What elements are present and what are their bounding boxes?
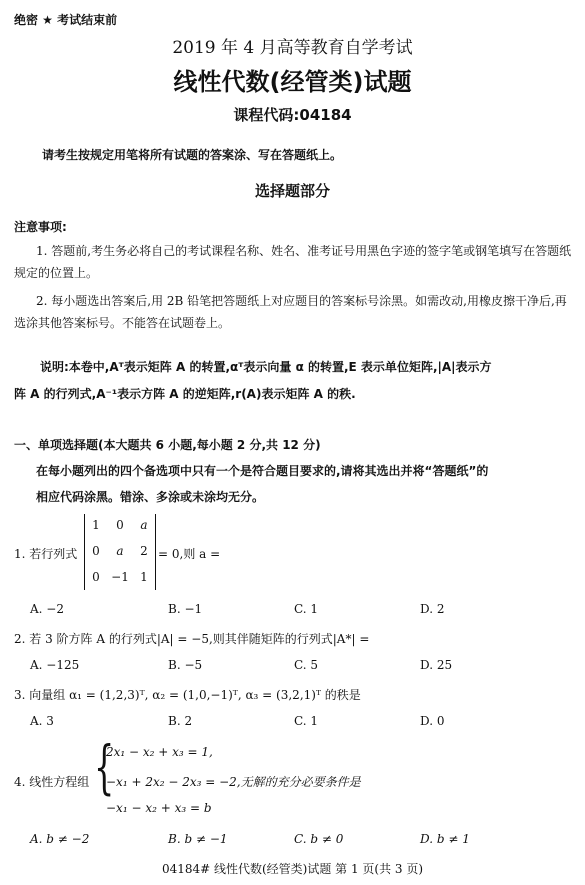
q4-option-d: D. b ≠ 1 — [420, 832, 470, 846]
q2-option-b: B. −5 — [168, 658, 203, 672]
q4-option-b: B. b ≠ −1 — [168, 832, 228, 846]
q4-option-a: A. b ≠ −2 — [30, 832, 90, 846]
q1-option-a: A. −2 — [30, 602, 64, 616]
q2-option-c: C. 5 — [294, 658, 319, 672]
q3-option-a: A. 3 — [30, 714, 54, 728]
q1-option-c: C. 1 — [294, 602, 319, 616]
part1-desc-line-1: 在每小题列出的四个备选项中只有一个是符合题目要求的,请将其选出并将“答题纸”的 — [36, 464, 489, 478]
det-cell: 0 — [116, 518, 124, 532]
q1-suffix: = 0,则 a = — [158, 547, 221, 561]
instruction-text: 请考生按规定用笔将所有试题的答案涂、写在答题纸上。 — [42, 148, 343, 162]
det-cell: a — [140, 518, 148, 532]
part1-heading: 一、单项选择题(本大题共 6 小题,每小题 2 分,共 12 分) — [14, 438, 321, 452]
q2-text: 2. 若 3 阶方阵 A 的行列式|A| = −5,则其伴随矩阵的行列式|A*| = — [14, 632, 370, 646]
q3-option-d: D. 0 — [420, 714, 445, 728]
q2-option-d: D. 25 — [420, 658, 453, 672]
exam-line: 2019 年 4 月高等教育自学考试 — [172, 38, 413, 58]
notes-item-1: 1. 答题前,考生务必将自己的考试课程名称、姓名、准考证号用黑色字迹的签字笔或钢笔填写在答题纸规定的位置上。 — [14, 244, 572, 280]
page-title: 线性代数(经管类)试题 — [173, 68, 412, 96]
secret-mark: 绝密 ★ 考试结束前 — [14, 13, 118, 27]
q4-equation-3: −x₁ − x₂ + x₃ = b — [106, 801, 212, 815]
q2-option-a: A. −125 — [30, 658, 80, 672]
left-brace-icon: { — [94, 733, 115, 801]
det-cell: 1 — [92, 518, 100, 532]
q1-prefix: 1. 若行列式 — [14, 547, 78, 561]
page-footer: 04184# 线性代数(经管类)试题 第 1 页(共 3 页) — [161, 862, 424, 876]
notes-item-2: 2. 每小题选出答案后,用 2B 铅笔把答题纸上对应题目的答案标号涂黑。如需改动,用橡皮擦干净后,再选涂其他答案标号。不能答在试题卷上。 — [14, 294, 567, 330]
course-code: 课程代码:04184 — [233, 106, 352, 124]
explanation-line-1: 说明:本卷中,Aᵀ表示矩阵 A 的转置,αᵀ表示向量 α 的转置,E 表示单位矩阵,|A|表示方 — [40, 360, 492, 374]
q4-equation-2: −x₁ + 2x₂ − 2x₃ = −2,无解的充分必要条件是 — [106, 775, 361, 789]
q3-option-c: C. 1 — [294, 714, 319, 728]
part1-desc-line-2: 相应代码涂黑。错涂、多涂或未涂均无分。 — [36, 490, 265, 504]
notes-heading: 注意事项: — [14, 220, 67, 234]
q1-option-b: B. −1 — [168, 602, 203, 616]
explanation-line-2: 阵 A 的行列式,A⁻¹表示方阵 A 的逆矩阵,r(A)表示矩阵 A 的秩. — [14, 387, 356, 401]
q1-option-d: D. 2 — [420, 602, 445, 616]
det-cell: −1 — [111, 570, 129, 584]
det-cell: 0 — [92, 544, 100, 558]
det-cell: 2 — [140, 544, 148, 558]
det-cell: 1 — [140, 570, 148, 584]
q4-option-c: C. b ≠ 0 — [294, 832, 344, 846]
q4-equation-1: 2x₁ − x₂ + x₃ = 1, — [106, 745, 213, 759]
q4-prefix: 4. 线性方程组 — [14, 775, 90, 789]
q3-option-b: B. 2 — [168, 714, 193, 728]
det-cell: a — [116, 544, 124, 558]
q1-determinant — [84, 514, 156, 590]
det-cell: 0 — [92, 570, 100, 584]
section-title: 选择题部分 — [254, 182, 330, 200]
q3-text: 3. 向量组 α₁ = (1,2,3)ᵀ, α₂ = (1,0,−1)ᵀ, α₃ = (3,2,1)ᵀ 的秩是 — [14, 688, 361, 702]
